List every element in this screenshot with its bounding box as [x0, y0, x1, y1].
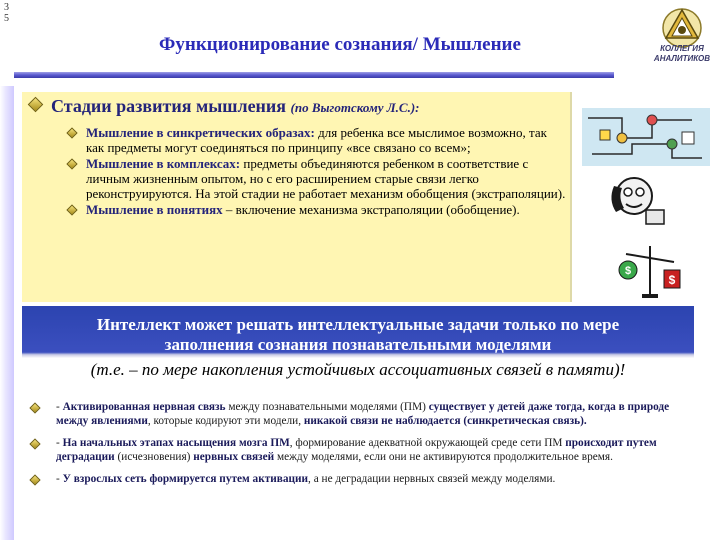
stage-term: Мышление в понятиях [86, 202, 223, 217]
diamond-bullet-icon [29, 474, 40, 485]
note-fragment: , которые кодируют эти модели, [147, 415, 304, 427]
note-emphasis: На начальных этапах насыщения мозга ПМ [62, 437, 290, 449]
note-emphasis: У взрослых сеть формируется путем активации [62, 473, 309, 485]
diamond-bullet-icon [66, 204, 77, 215]
stage-text: предметы объединяются ребенком в соответствие с личным жизненным опытом, но с его расширением старые связи легко реконструируются. На этой стадии не работает механизм обобщения (экстраполяции). [86, 156, 566, 201]
note-emphasis: Активированная нервная связь [62, 401, 226, 413]
slide-number [4, 2, 9, 24]
banner-line1: Интеллект может решать интеллектуальные задачи только по мере [96, 315, 620, 334]
list-item [66, 125, 566, 155]
stages-heading-text: Стадии развития мышления [51, 96, 287, 116]
svg-text:$: $ [668, 273, 676, 287]
diamond-bullet-icon [29, 402, 40, 413]
diamond-bullet-icon [28, 97, 44, 113]
note-fragment: , формирование адекватной окружающей среде сети ПМ [289, 437, 566, 449]
slide-number-line2: 5 [4, 13, 9, 24]
note-fragment: - [56, 401, 63, 413]
logo-text-line2: АНАЛИТИКОВ [653, 54, 711, 63]
stages-list [66, 125, 566, 218]
banner-line2: заполнения сознания познавательными моделями [164, 335, 552, 354]
note-emphasis: происходит путем деградации [56, 437, 657, 463]
banner-line3: (т.е. – по мере накопления устойчивых ассоциативных связей в памяти)! [90, 360, 626, 379]
title-underline [14, 72, 614, 78]
note-text [56, 473, 555, 485]
note-fragment: (исчезновения) [114, 451, 194, 463]
list-item [66, 156, 566, 201]
logo-text [646, 44, 718, 64]
note-fragment: - [56, 437, 63, 449]
logo-text-line1: КОЛЛЕГИЯ [660, 44, 704, 53]
list-item [30, 436, 692, 464]
balance-scale-dollar-illustration [614, 240, 686, 302]
note-emphasis: нервных связей [193, 451, 275, 463]
stage-term: Мышление в комплексах: [86, 156, 241, 171]
list-item [30, 472, 692, 486]
diamond-bullet-icon [29, 438, 40, 449]
note-fragment: - [56, 473, 63, 485]
stages-heading [30, 96, 420, 117]
circuit-map-illustration [582, 108, 710, 166]
slide-title: Функционирование сознания/ Мышление [159, 34, 521, 55]
stage-text: для ребенка все мыслимое возможно, так как предметы могут соединяться по принципу «все связано со всем»; [86, 125, 547, 155]
note-text [56, 401, 669, 427]
notes-list [30, 400, 692, 494]
note-fragment: между познавательными моделями (ПМ) [225, 401, 429, 413]
stage-term: Мышление в синкретических образах: [86, 125, 315, 140]
stages-heading-note: (по Выготскому Л.С.): [290, 100, 420, 115]
note-emphasis: никакой связи не наблюдается (синкретическая связь). [303, 415, 587, 427]
diamond-bullet-icon [66, 127, 77, 138]
list-item [66, 202, 566, 217]
note-fragment: , а не деградации нервных связей между моделями. [308, 473, 556, 485]
stage-text: – включение механизма экстраполяции (обобщение). [222, 202, 520, 217]
note-fragment: между моделями, если они не активируются продолжительное время. [274, 451, 613, 463]
svg-text:$: $ [624, 265, 632, 277]
intellect-banner [22, 306, 694, 390]
diamond-bullet-icon [66, 158, 77, 169]
slide-number-line1: 3 [4, 2, 9, 13]
note-text [56, 437, 657, 463]
list-item [30, 400, 692, 428]
left-decorative-bar [0, 86, 14, 540]
thinker-phone-illustration [604, 166, 670, 232]
note-emphasis: существует у детей даже тогда, когда в природе между явлениями [56, 401, 670, 427]
